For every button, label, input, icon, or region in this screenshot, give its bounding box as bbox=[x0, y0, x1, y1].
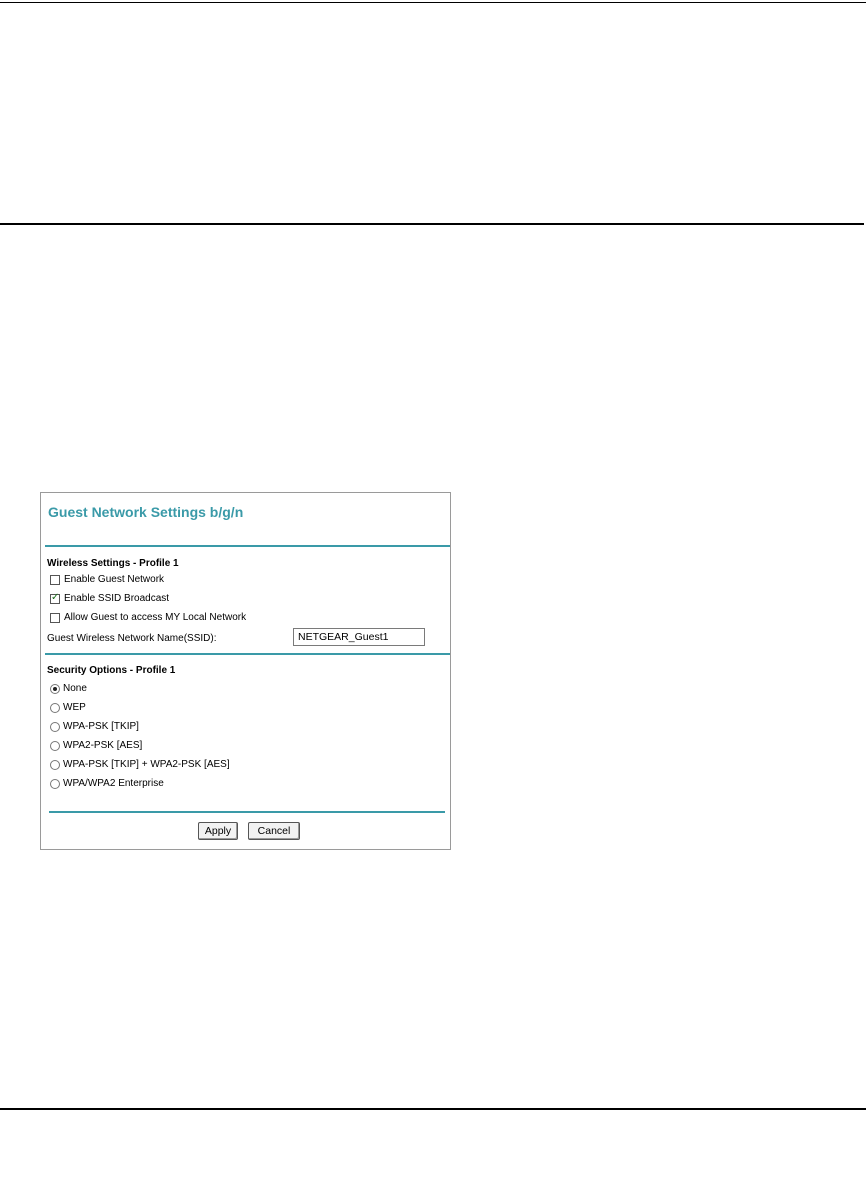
security-option-wep[interactable] bbox=[50, 702, 86, 713]
none-radio[interactable] bbox=[50, 684, 60, 694]
enable-ssid-broadcast-label: Enable SSID Broadcast bbox=[64, 593, 170, 604]
enterprise-label: WPA/WPA2 Enterprise bbox=[63, 778, 164, 789]
enable-ssid-broadcast-checkbox[interactable] bbox=[50, 594, 60, 604]
apply-button[interactable]: Apply bbox=[198, 822, 238, 840]
wpa-wpa2-mixed-label: WPA-PSK [TKIP] + WPA2-PSK [AES] bbox=[63, 759, 230, 770]
enable-guest-network-checkbox[interactable] bbox=[50, 575, 60, 585]
wpa-psk-tkip-label: WPA-PSK [TKIP] bbox=[63, 721, 139, 732]
wpa-wpa2-mixed-radio[interactable] bbox=[50, 760, 60, 770]
wpa-psk-tkip-radio[interactable] bbox=[50, 722, 60, 732]
allow-guest-local-access-checkbox[interactable] bbox=[50, 613, 60, 623]
guest-network-settings-panel bbox=[40, 492, 451, 850]
security-option-wpa-psk-tkip[interactable] bbox=[50, 721, 139, 732]
enable-ssid-broadcast-option[interactable] bbox=[50, 593, 169, 604]
section-rule bbox=[0, 223, 864, 225]
none-label: None bbox=[63, 683, 87, 694]
wep-radio[interactable] bbox=[50, 703, 60, 713]
title-divider bbox=[45, 545, 450, 547]
allow-guest-local-access-label: Allow Guest to access MY Local Network bbox=[64, 612, 247, 623]
security-option-wpa2-psk-aes[interactable] bbox=[50, 740, 142, 751]
enable-guest-network-option[interactable] bbox=[50, 574, 164, 585]
security-section-title: Security Options - Profile 1 bbox=[47, 665, 176, 676]
cancel-button[interactable]: Cancel bbox=[248, 822, 300, 840]
bottom-rule bbox=[0, 1108, 866, 1110]
wep-label: WEP bbox=[63, 702, 86, 713]
top-rule bbox=[0, 2, 866, 3]
enterprise-radio[interactable] bbox=[50, 779, 60, 789]
ssid-input[interactable] bbox=[293, 628, 425, 646]
wpa2-psk-aes-radio[interactable] bbox=[50, 741, 60, 751]
enable-guest-network-label: Enable Guest Network bbox=[64, 574, 165, 585]
wireless-section-title: Wireless Settings - Profile 1 bbox=[47, 558, 179, 569]
security-option-wpa-wpa2-mixed[interactable] bbox=[50, 759, 230, 770]
panel-title: Guest Network Settings b/g/n bbox=[48, 504, 244, 520]
allow-guest-local-access-option[interactable] bbox=[50, 612, 246, 623]
security-divider bbox=[49, 811, 445, 813]
wireless-divider bbox=[45, 653, 450, 655]
ssid-label: Guest Wireless Network Name(SSID): bbox=[47, 633, 217, 644]
security-option-none[interactable] bbox=[50, 683, 87, 694]
security-option-enterprise[interactable] bbox=[50, 778, 164, 789]
wpa2-psk-aes-label: WPA2-PSK [AES] bbox=[63, 740, 143, 751]
